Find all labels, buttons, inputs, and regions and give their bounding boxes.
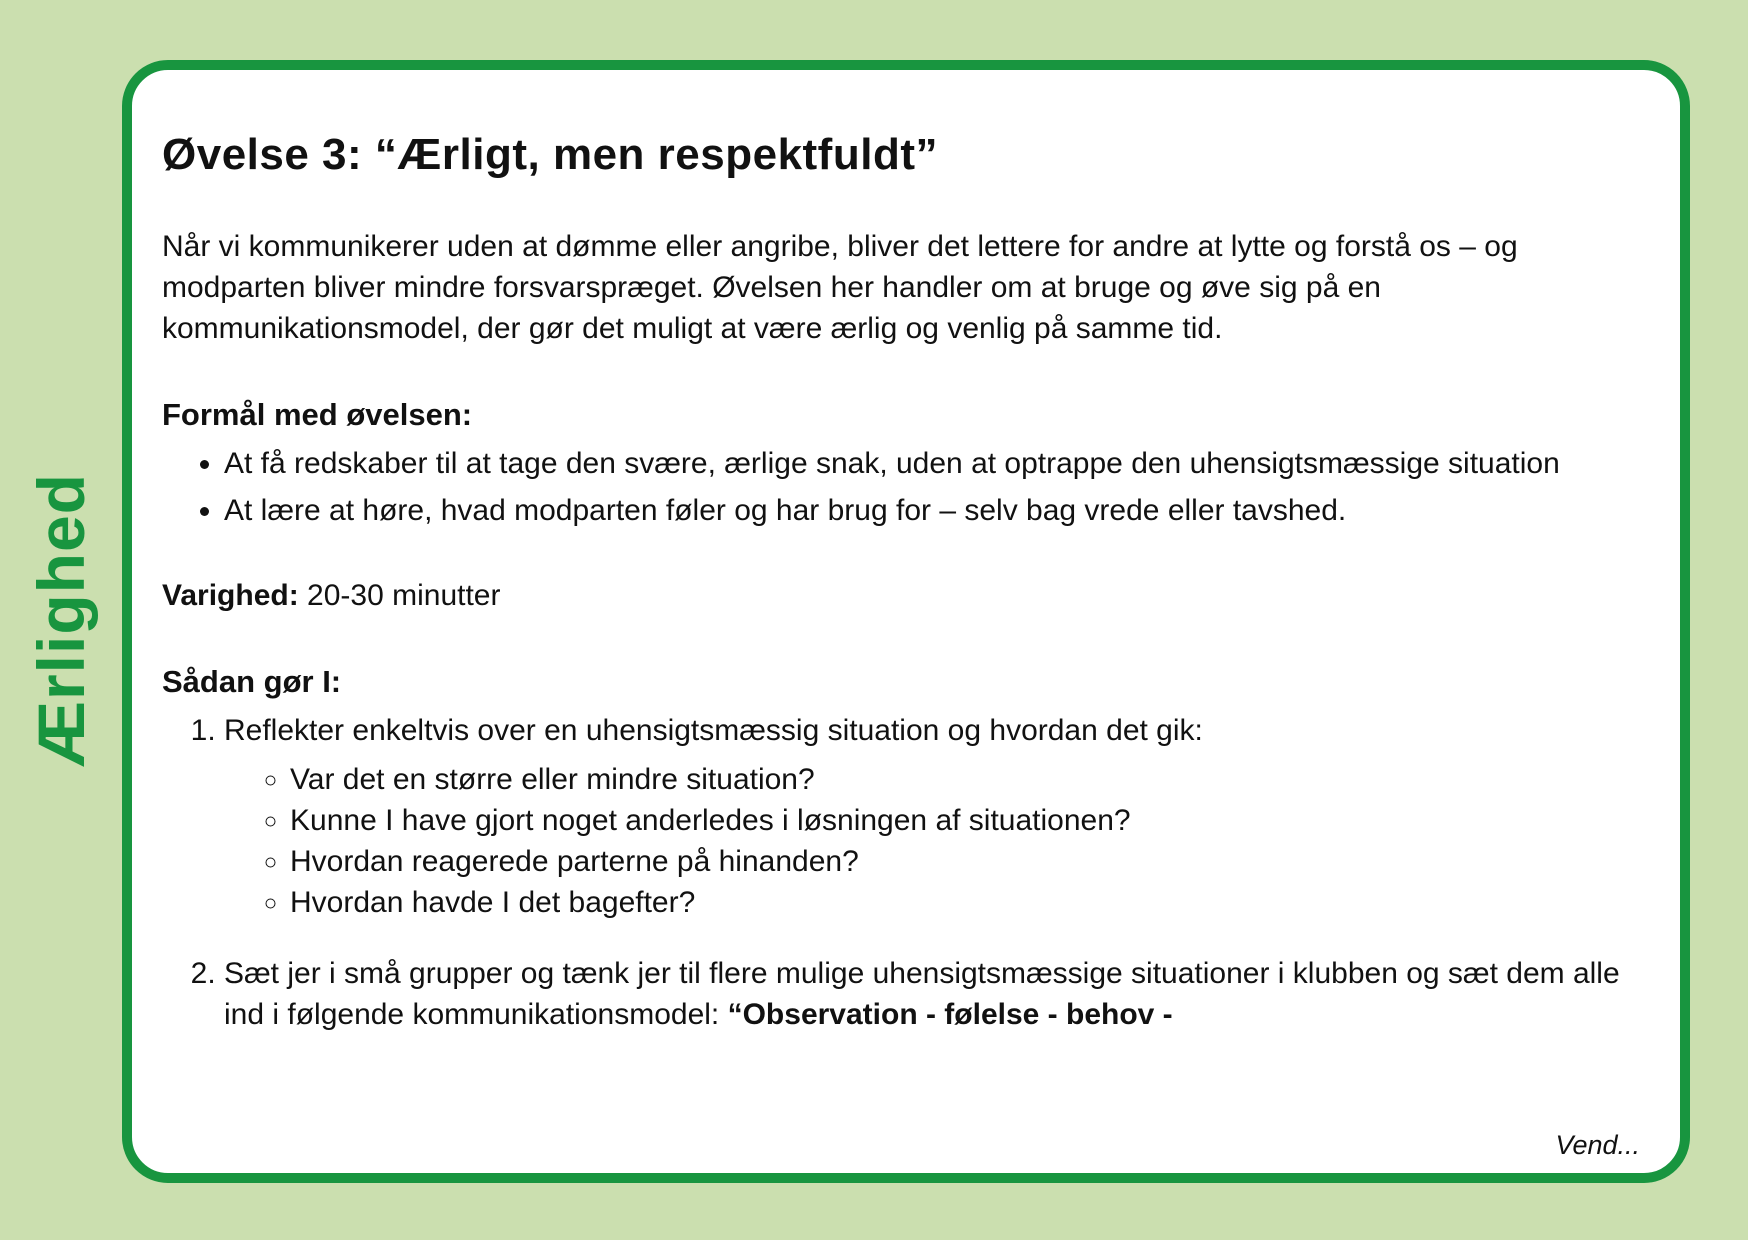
list-item: ◦ Var det en større eller mindre situation? [290, 759, 1620, 800]
duration-label: Varighed: [162, 579, 299, 612]
step-sub-list [224, 759, 1620, 923]
step-text: Reflekter enkeltvis over en uhensigtsmæssig situation og hvordan det gik: [224, 714, 1203, 747]
turn-over-note: Vend... [1555, 1130, 1640, 1160]
page-title: Øvelse 3: “Ærligt, men respektfuldt” [162, 130, 938, 179]
list-item: ◦ Kunne I have gjort noget anderledes i løsningen af situationen? [290, 800, 1620, 841]
list-item: • At lære at høre, hvad modparten føler og har brug for – selv bag vrede eller tavshed. [224, 490, 1604, 531]
step-item [224, 953, 1620, 1035]
steps-list [162, 710, 1620, 1035]
list-item: • At få redskaber til at tage den svære, ærlige snak, uden at optrappe den uhensigtsmæssige situation [224, 443, 1604, 484]
step-text: Sæt jer i små grupper og tænk jer til flere mulige uhensigtsmæssige situationer i klubben og sæt dem alle ind i følgende kommunikationsmodel: [224, 957, 1620, 1031]
step-item [224, 710, 1620, 923]
sidebar [0, 0, 122, 1240]
purpose-heading: Formål med øvelsen: [162, 397, 473, 432]
list-item: ◦ Hvordan reagerede parterne på hinanden? [290, 841, 1620, 882]
list-item: ◦ Hvordan havde I det bagefter? [290, 882, 1620, 923]
steps-heading: Sådan gør I: [162, 664, 342, 699]
step-text-bold: “Observation - følelse - behov - [727, 998, 1173, 1031]
duration-value: 20-30 minutter [307, 579, 501, 612]
exercise-card [122, 60, 1690, 1183]
duration-line [162, 575, 1620, 616]
intro-paragraph: Når vi kommunikerer uden at dømme eller angribe, bliver det lettere for andre at lytte og forstå os – og modparten bliver mindre forsvarspræget. Øvelsen her handler om at bruge og øve sig på en kommunikationsmodel, der gør det muligt at være ærlig og venlig på samme tid. [162, 230, 1518, 345]
category-label: Ærlighed [24, 472, 99, 768]
purpose-list [162, 443, 1620, 531]
